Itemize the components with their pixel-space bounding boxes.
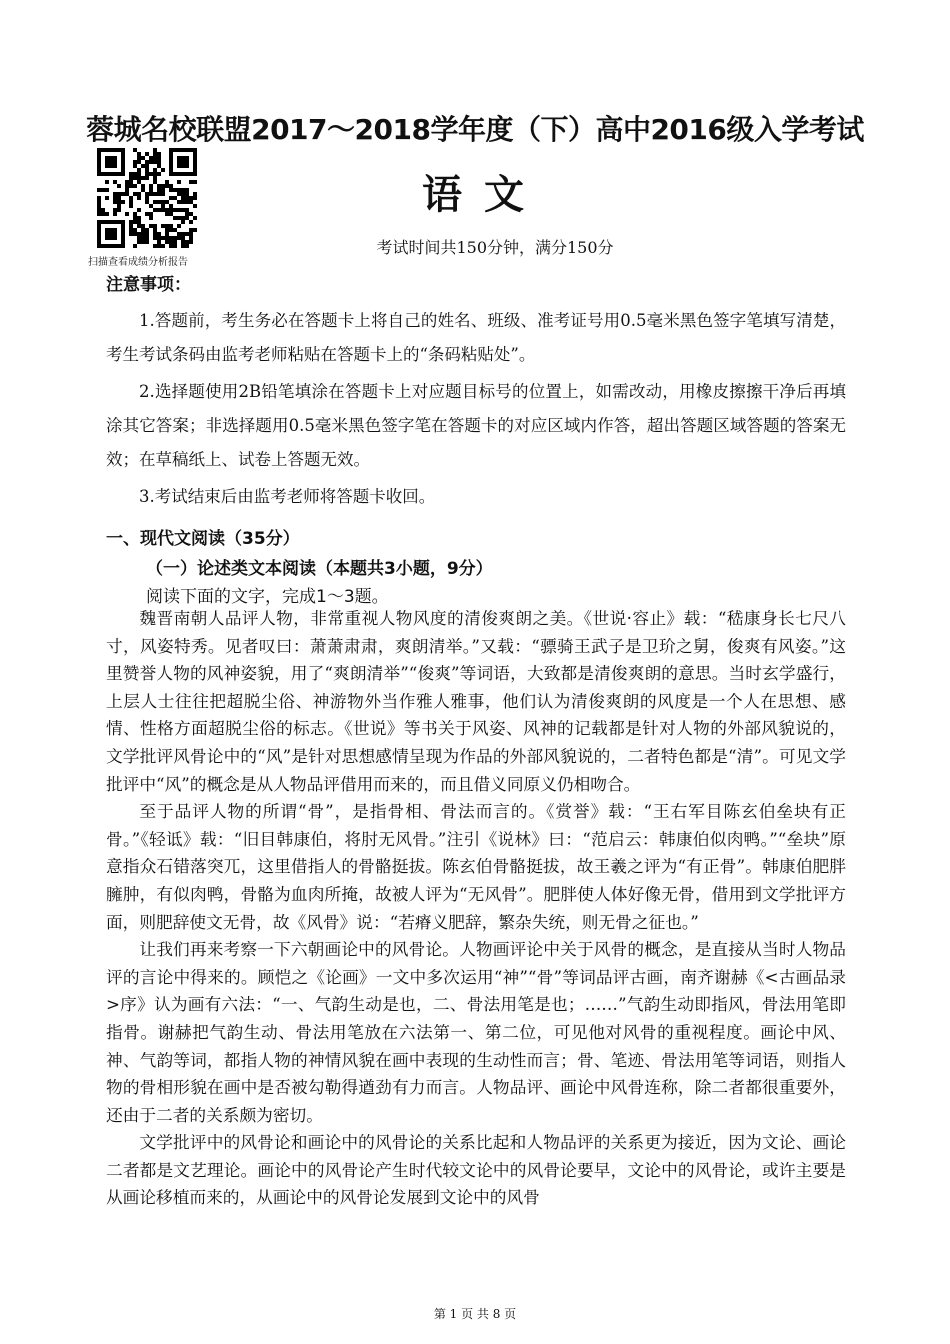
passage-paragraph: 让我们再来考察一下六朝画论中的风骨论。人物画评论中关于风骨的概念，是直接从当时人物品评的言论中得来的。顾恺之《论画》一文中多次运用“神”“骨”等词品评古画，南齐谢赫《<古画品录>序》认为画有六法：“一、气韵生动是也，二、骨法用笔是也；……”气韵生动即指风，骨法用笔即指骨。谢赫把气韵生动、骨法用笔放在六法第一、第二位，可见他对风骨的重视程度。画论中风、神、气韵等词，都指人物的神情风貌在画中表现的生动性而言；骨、笔迹、骨法用笔等词语，则指人物的骨相形貌在画中是否被勾勒得遒劲有力而言。人物品评、画论中风骨连称，除二者都很重要外，还由于二者的关系颇为密切。 bbox=[106, 939, 846, 1125]
notice-item-1: 1.答题前，考生务必在答题卡上将自己的姓名、班级、准考证号用0.5毫米黑色签字笔填写清楚，考生考试条码由监考老师粘贴在答题卡上的“条码粘贴处”。 bbox=[106, 311, 846, 364]
page-footer: 第 1 页 共 8 页 bbox=[433, 1307, 517, 1321]
exam-title: 蓉城名校联盟2017～2018学年度（下）高中2016级入学考试 bbox=[86, 113, 864, 146]
passage-paragraph: 魏晋南朝人品评人物，非常重视人物风度的清俊爽朗之美。《世说·容止》载：“嵇康身长七尺八寸，风姿特秀。见者叹曰：萧萧肃肃，爽朗清举。”又载：“骠骑王武子是卫玠之舅，俊爽有风姿。”这里赞誉人物的风神姿貌，用了“爽朗清举”“俊爽”等词语，大致都是清俊爽朗的意思。当时玄学盛行，上层人士往往把超脱尘俗、神游物外当作雅人雅事，他们认为清俊爽朗的风度是一个人在思想、感情、性格方面超脱尘俗的标志。《世说》等书关于风姿、风神的记载都是针对人物的外部风貌说的，文学批评风骨论中的“风”是针对思想感情呈现为作品的外部风貌说的，二者特色都是“清”。可见文学批评中“风”的概念是从人物品评借用而来的，而且借义同原义仍相吻合。 bbox=[106, 608, 846, 794]
notice-item-3: 3.考试结束后由监考老师将答题卡收回。 bbox=[139, 487, 436, 506]
section-heading: 一、现代文阅读（35分） bbox=[106, 529, 300, 549]
reading-instruction: 阅读下面的文字，完成1～3题。 bbox=[146, 587, 389, 607]
notice-list bbox=[106, 304, 846, 517]
section-subheading: （一）论述类文本阅读（本题共3小题，9分） bbox=[146, 559, 493, 579]
passage-paragraph: 至于品评人物的所谓“骨”，是指骨相、骨法而言的。《赏誉》载：“王右军目陈玄伯垒块有正骨。”《轻诋》载：“旧目韩康伯，将肘无风骨。”注引《说林》曰：“范启云：韩康伯似肉鸭。”“垒块”原意指众石错落突兀，这里借指人的骨骼挺拔。陈玄伯骨骼挺拔，故王羲之评为“有正骨”。韩康伯肥胖臃肿，有似肉鸭，骨骼为血肉所掩，故被人评为“无风骨”。肥胖使人体好像无骨，借用到文学批评方面，则肥辞使文无骨，故《风骨》说：“若瘠义肥辞，繁杂失统，则无骨之征也。” bbox=[106, 801, 846, 932]
exam-duration: 考试时间共150分钟，满分150分 bbox=[376, 238, 614, 257]
notice-heading: 注意事项： bbox=[106, 275, 191, 295]
passage-paragraph: 文学批评中的风骨论和画论中的风骨论的关系比起和人物品评的关系更为接近，因为文论、画论二者都是文艺理论。画论中的风骨论产生时代较文论中的风骨论要早，文论中的风骨论，或许主要是从画论移植而来的，从画论中的风骨论发展到文论中的风骨 bbox=[106, 1132, 846, 1208]
notice-item-2: 2.选择题使用2B铅笔填涂在答题卡上对应题目标号的位置上，如需改动，用橡皮擦擦干净后再填涂其它答案；非选择题用0.5毫米黑色签字笔在答题卡的对应区域内作答，超出答题区域答题的答案无效；在草稿纸上、试卷上答题无效。 bbox=[106, 382, 846, 469]
reading-passage bbox=[106, 605, 846, 1212]
qr-caption: 扫描查看成绩分析报告 bbox=[88, 257, 188, 268]
subject-title: 语 文 bbox=[422, 172, 528, 218]
